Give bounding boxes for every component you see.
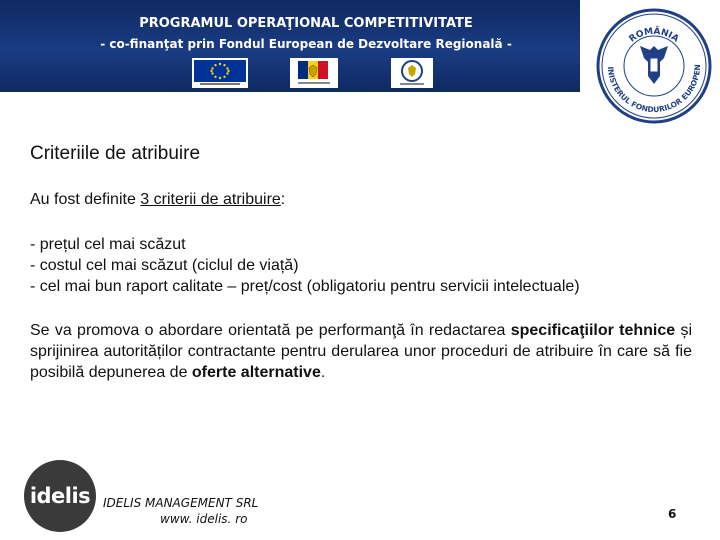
para-bold-alternatives: oferte alternative [191,364,321,381]
seal-top-text: ROMÂNIA [627,26,681,45]
body-paragraph [30,320,692,383]
ministry-seal [594,6,714,126]
list-item: - cel mai bun raport calitate – preț/cost (obligatoriu pentru servicii intelectuale) [30,278,580,295]
company-website: www. idelis. ro [160,512,248,526]
slide-title: Criteriile de atribuire [30,143,201,164]
seal-bottom-text: INISTERUL FONDURILOR EUROPEN [605,64,703,115]
program-subtitle: - co-finanţat prin Fondul European de Dezvoltare Regională - [100,37,512,51]
intro-prefix: Au fost definite [30,191,141,208]
criteria-list [30,234,580,297]
list-item: - costul cel mai scăzut (ciclul de viață) [30,257,299,274]
idelis-logo [24,460,96,532]
romania-coat-of-arms-icon [290,58,338,88]
intro-suffix: : [280,191,286,208]
page-number: 6 [668,507,677,521]
para-part1: Se va promova o abordare orientată pe performanţă în redactarea [30,322,511,339]
eu-flag-icon [192,58,248,88]
idelis-logo-text: idelis [29,484,91,508]
para-bold-specifications: specificaţiilor tehnice [510,322,676,339]
ministry-emblem-icon [391,58,433,88]
program-title: PROGRAMUL OPERAŢIONAL COMPETITIVITATE [139,16,473,31]
company-name: IDELIS MANAGEMENT SRL [103,496,259,510]
intro-paragraph [30,189,285,210]
list-item: - prețul cel mai scăzut [30,236,186,253]
para-part2: și sprijinirea autorităților contractante pentru derularea unor proceduri de atribuire în care să fie posibilă depunerea de [30,322,693,381]
intro-underlined: 3 criterii de atribuire [140,191,281,208]
para-part3: . [320,364,326,381]
